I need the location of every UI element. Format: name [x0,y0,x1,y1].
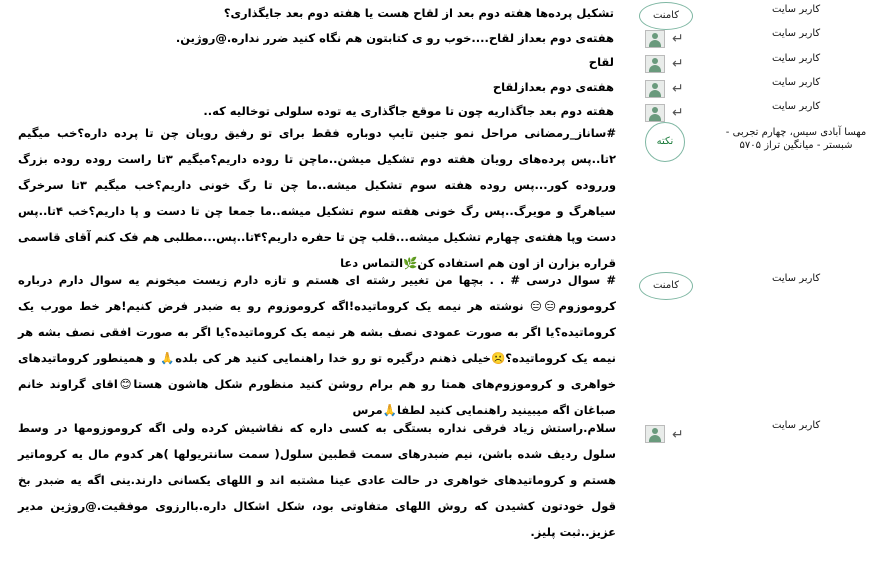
question-text: # سوال درسی # . . بچها من تغییر رشته ای هستم و تازه دارم زیست میخونم یه سوال دارم درباره کروموزوم😑😑 نوشته هر نیمه یک کروماتیده!اگه کروموزوم رو یه ضبدر فرض کنیم!هر خط مورب یک کروماتیده؟یا اگر به صورت عمودی نصف بشه هر نیمه یک کروماتیده؟یا اگر به صورت افقی نصف بشه هر نیمه یک کروماتیده؟☹️خیلی ذهنم درگیره تو رو خدا راهنمایی کنید هر کی بلده🙏 و همینطور کروماتیدهای خواهری و کروموزوم‌های همتا رو هم برام روشن کنید منظورم شکل هاشون هستا😊اقای گراوند خانم صباغان اگه میبینید راهنمایی کنید لطفا🙏مرس [18,273,616,417]
username: کاربر سایت [772,53,821,64]
comment-text: لقاح [588,55,614,69]
username: کاربر سایت [772,4,821,15]
username: کاربر سایت [772,77,821,88]
comment-button[interactable]: کامنت [639,2,693,30]
note-text: #ساناز_رمضانی مراحل نمو جنین تایپ دوباره فقط برای تو رفیق رویان چن تا پرده داره؟خب میگیم ۲تا..پس پرده‌های رویان هفته دوم تشکیل میشن..ماچن تا روده داریم؟میگیم ۳تا راست روده روده بزرگ ورروده کور...پس روده هفته سوم تشکیل میشه..ما چن تا رگ خونی داریم؟خب میگیم ۳تا سرخرگ سیاهرگ و مویرگ..پس رگ خونی هفته سوم تشکیل میشه..ما جمعا چن تا دست و پا داریم؟خب ۴تا..پس دست وپا هفته‌ی چهارم تشکیل میشه...قلب چن تا حفره داریم؟۴تا..پس...مطلبی هم فک کنم آقای قاسمی قراره بزارن از اون هم استفاده کن🌿التماس دعا [18,126,616,270]
reply-arrow-icon[interactable]: ↵ [672,31,684,47]
username: کاربر سایت [772,101,821,112]
username: کاربر سایت [772,420,821,431]
answer-text: سلام.راستش زیاد فرقی نداره بستگی به کسی داره که نقاشیش کرده ولی اگه کروموزومها در وسط سلول ردیف شده باشن، نیم ضبدرهای سمت قطبین سلول( سمت سانتریولها )هر کدوم مال یه کروماتیر هستم و کروماتیدهای خواهری در حالت عادی عینا مشتبه اند و اللهای یکسانی دارند.ینی اگه یه ضبدر بخ قول خودتون کشیدن که روش اللهای متفاوتی بود، شکل اشکال داره.باارزوی موفقیت.@روژین مدیر عزیز..ثبت پلیز. [18,421,616,539]
comment-button[interactable]: کامنت [639,272,693,300]
username: کاربر سایت [772,28,821,39]
reply-arrow-icon[interactable]: ↵ [672,105,684,121]
note-button[interactable]: نکته [645,122,685,162]
reply-arrow-icon[interactable]: ↵ [672,56,684,72]
reply-arrow-icon[interactable]: ↵ [672,81,684,97]
comment-text: هفته دوم بعد جاگذاریه چون تا موقع جاگذاری یه توده سلولی توخالیه که.. [203,104,614,118]
comment-text: هفته‌ی دوم بعدازلقاح [492,80,614,94]
user-avatar-icon [645,425,665,443]
user-avatar-icon [645,80,665,98]
user-avatar-icon [645,30,665,48]
comment-text: هفته‌ی دوم بعداز لقاح....خوب رو ی کتابتون هم نگاه کنید ضرر نداره.@روژین. [175,31,614,45]
comment-text: تشکیل پرده‌ها هفته دوم بعد از لقاح هست یا هفته دوم بعد جایگذاری؟ [223,6,614,20]
user-avatar-icon [645,55,665,73]
reply-arrow-icon[interactable]: ↵ [672,427,684,443]
username: کاربر سایت [772,273,821,284]
user-avatar-icon [645,104,665,122]
author-meta: مهسا آبادی سیس، چهارم تجربی - شبستر - میانگین تراز ۵۷۰۵ [725,127,867,151]
